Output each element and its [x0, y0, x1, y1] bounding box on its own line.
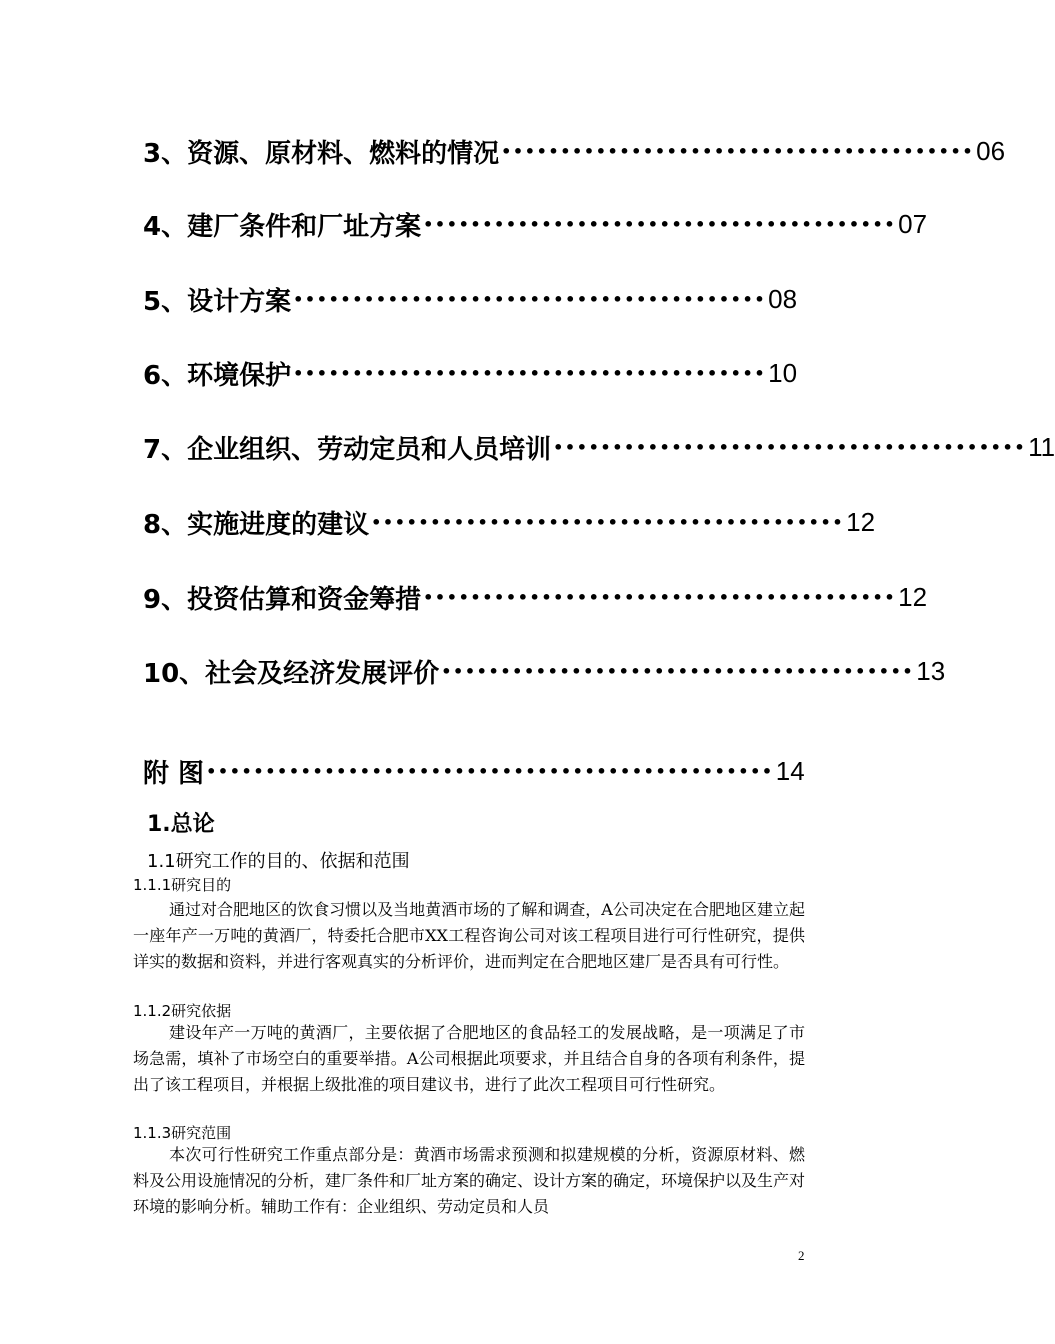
toc-entry-label: 附 图: [143, 758, 205, 789]
toc-entry: [143, 204, 928, 244]
toc-entry: [143, 751, 805, 791]
toc-entry: [143, 353, 798, 393]
toc-page-number: 08: [768, 283, 798, 314]
toc-entry-label: 6、环境保护: [143, 360, 292, 391]
toc-entry: [143, 427, 1055, 467]
toc-entry: [143, 131, 1006, 171]
toc-entry-label: 5、设计方案: [143, 286, 292, 317]
toc-entry-label: 9、投资估算和资金筹措: [143, 584, 422, 615]
toc-entry-label: 8、实施进度的建议: [143, 509, 370, 540]
toc-page-number: 13: [916, 655, 946, 686]
section-title: 1.总论: [147, 812, 215, 837]
toc-page-number: 12: [898, 581, 928, 612]
body-paragraph: 建设年产一万吨的黄酒厂，主要依据了合肥地区的食品轻工的发展战略，是一项满足了市场急需，填补了市场空白的重要举措。A公司根据此项要求，并且结合自身的各项有利条件，提出了该工程项目，并根据上级批准的项目建议书，进行了此次工程项目可行性研究。: [133, 1023, 805, 1094]
toc-page-number: 10: [768, 357, 798, 388]
body-paragraph: 本次可行性研究工作重点部分是：黄酒市场需求预测和拟建规模的分析，资源原材料、燃料及公用设施情况的分析，建厂条件和厂址方案的确定、设计方案的确定，环境保护以及生产对环境的影响分析。辅助工作有：企业组织、劳动定员和人员: [133, 1145, 806, 1216]
toc-leader-dots: ••••••••••••••••••••••••••••••••••••••••: [553, 437, 1027, 457]
toc-leader-dots: ••••••••••••••••••••••••••••••••••••••••: [371, 512, 845, 532]
sub-subsection-heading: 1.1.2研究依据: [133, 1002, 232, 1020]
toc-entry: [143, 651, 946, 691]
toc-page-number: 14: [775, 755, 805, 786]
toc-entry: [143, 502, 876, 542]
subsection-title: 1.1研究工作的目的、依据和范围: [147, 851, 410, 872]
toc-entry: [143, 577, 928, 617]
sub-subsection-heading: 1.1.3研究范围: [133, 1124, 232, 1142]
toc-leader-dots: ••••••••••••••••••••••••••••••••••••••••: [293, 363, 767, 383]
toc-entry: [143, 279, 798, 319]
toc-leader-dots: ••••••••••••••••••••••••••••••••••••••••: [441, 661, 915, 681]
body-paragraph: 通过对合肥地区的饮食习惯以及当地黄酒市场的了解和调查，A公司决定在合肥地区建立起一座年产一万吨的黄酒厂，特委托合肥市XX工程咨询公司对该工程项目进行可行性研究，提供详实的数据和资料，并进行客观真实的分析评价，进而判定在合肥地区建厂是否具有可行性。: [133, 900, 805, 971]
toc-page-number: 06: [976, 135, 1006, 166]
toc-leader-dots: ••••••••••••••••••••••••••••••••••••••••: [423, 214, 897, 234]
toc-leader-dots: ••••••••••••••••••••••••••••••••••••••••: [293, 289, 767, 309]
toc-entry-label: 10、社会及经济发展评价: [143, 658, 440, 689]
toc-leader-dots: ••••••••••••••••••••••••••••••••••••••••: [423, 587, 897, 607]
sub-subsection-heading: 1.1.1研究目的: [133, 876, 232, 894]
toc-page-number: 07: [898, 208, 928, 239]
toc-entry-label: 3、资源、原材料、燃料的情况: [143, 138, 500, 169]
toc-entry-label: 7、企业组织、劳动定员和人员培训: [143, 434, 552, 465]
toc-page-number: 11: [1028, 431, 1055, 462]
toc-leader-dots: ••••••••••••••••••••••••••••••••••••••••••••••••: [206, 761, 774, 781]
toc-page-number: 12: [846, 506, 876, 537]
toc-entry-label: 4、建厂条件和厂址方案: [143, 211, 422, 242]
page-number: 2: [798, 1248, 805, 1263]
toc-leader-dots: ••••••••••••••••••••••••••••••••••••••••: [501, 141, 975, 161]
